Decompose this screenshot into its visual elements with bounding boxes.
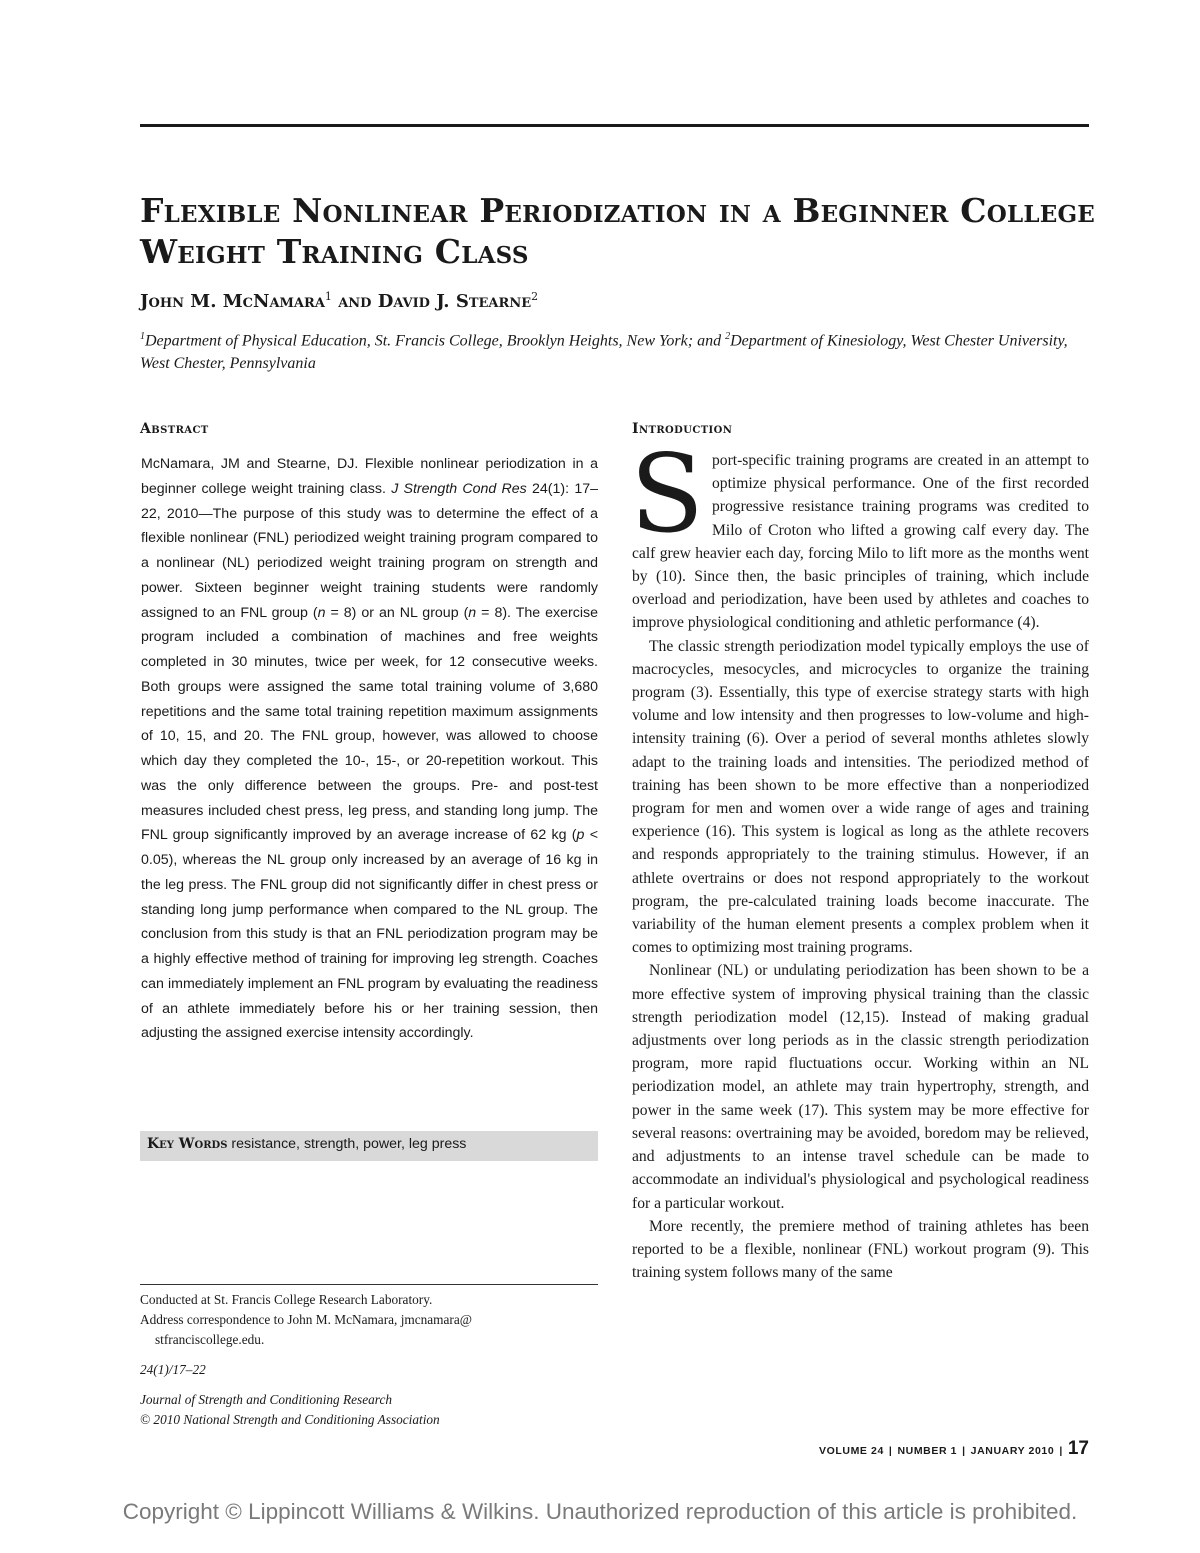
footer-number: NUMBER 1 — [897, 1445, 958, 1457]
affiliations — [140, 325, 1100, 375]
keywords-label: Key Words — [147, 1136, 228, 1152]
abstract-n-val-1: = 8) or an NL group ( — [325, 604, 469, 621]
copyright-notice: Copyright © Lippincott Williams & Wilkins. Unauthorized reproduction of this article is prohibited. — [122, 1499, 1078, 1524]
abstract-n-val-2: = 8). — [476, 604, 516, 621]
abstract-text-3: whereas the NL group only increased by an average of 16 kg in the leg press. The FNL group did not significantly differ in chest press or standing long jump performance when compared to the NL group. The conclusion from this study is that an FNL periodization program may be a highly effective method of training for improving leg strength. Coaches can immediately implement an FNL program by evaluating the readiness of an athlete immediately before his or her training session, then adjusting the assigned exercise intensity accordingly. — [141, 852, 598, 1042]
footnote-journal: Journal of Strength and Conditioning Research — [140, 1392, 393, 1407]
drop-cap: S — [630, 432, 704, 557]
footer-volume: VOLUME 24 — [819, 1445, 884, 1457]
footnotes — [140, 1290, 598, 1430]
introduction-heading: Introduction — [632, 421, 733, 437]
footnote-copyright: © 2010 National Strength and Conditioning Association — [140, 1412, 440, 1427]
abstract-text-1: The purpose of this study was to determine the effect of a flexible nonlinear (FNL) periodized weight training program compared to a nonlinear (NL) periodized weight training program on strength and power. Sixteen beginner weight training students were randomly assigned to an FNL group ( — [141, 505, 598, 621]
intro-paragraph-3: Nonlinear (NL) or undulating periodization has been shown to be a more effective system of improving physical training than the classic strength periodization model (12,15). Instead of making gradual adjustments over long periods as in the classic strength periodization program, more rapid fluctuations occur. Working within an NL periodization model, an athlete may train hypertrophy, strength, and power in the same week (17). This system may be more effective for several reasons: overtraining may be avoided, boredom may be relieved, and adjustments to an intense travel schedule can be made to accommodate an individual's physiological and psychological readiness for a particular workout. — [632, 962, 1089, 1212]
intro-paragraph-1 — [630, 432, 1089, 635]
introduction-body — [630, 432, 1089, 1284]
article-title: Flexible Nonlinear Periodization in a Beginner College Weight Training Class — [140, 191, 1096, 271]
abstract-n-var-2: n — [468, 604, 477, 621]
keywords-box — [140, 1131, 598, 1161]
footer-separator: | — [888, 1445, 893, 1457]
header-rule — [140, 124, 1089, 127]
abstract-n-var-1: n — [317, 604, 326, 621]
abstract-p-val: < 0.05), — [141, 827, 598, 868]
affil-mark-2: 2 — [725, 331, 731, 342]
author-1: John M. McNamara — [140, 291, 325, 312]
footnote-address: Address correspondence to John M. McNamara, jmcnamara@ — [140, 1312, 473, 1327]
footer-date: JANUARY 2010 — [970, 1445, 1055, 1457]
keywords-text: resistance, strength, power, leg press — [227, 1136, 467, 1152]
abstract-journal: J Strength Cond Res — [391, 480, 527, 497]
footer-separator: | — [962, 1445, 966, 1457]
abstract-citation: McNamara, JM and Stearne, DJ. Flexible nonlinear periodization in a beginner college weight training class. — [141, 456, 598, 497]
page-number: 17 — [1067, 1438, 1089, 1459]
affil-2-text: Department of Kinesiology, West Chester University, West Chester, Pennsylvania — [140, 332, 1068, 373]
author-2: David J. Stearne — [377, 291, 532, 312]
abstract-p-var: p — [576, 827, 585, 844]
page-footer — [819, 1438, 1089, 1460]
affil-1-text: Department of Physical Education, St. Francis College, Brooklyn Heights, New York; and — [145, 332, 726, 350]
author-conjunction: and — [338, 291, 372, 312]
footnote-lab: Conducted at St. Francis College Research Laboratory. — [140, 1292, 433, 1307]
author-2-affil-mark: 2 — [531, 290, 539, 303]
footnote-rule — [140, 1284, 598, 1285]
footnote-issue: 24(1)/17–22 — [140, 1362, 206, 1377]
intro-paragraph-2: The classic strength periodization model typically employs the use of macrocycles, mesocycles, and microcycles to organize the training program (3). Essentially, this type of exercise strategy starts with high volume and low intensity and then progresses to low-volume and high-intensity training (6). Over a period of several months athletes slowly adapt to the training loads and intensities. The periodized method of training has been shown to be more effective than a nonperiodized program for men and women over a wide range of ages and training experience (16). This system is logical as long as the athlete recovers and responds appropriately to the training stimulus. However, if an athlete overtrains or does not respond appropriately to the workout program, the pre-calculated training loads become inaccurate. The variability of the human element presents a complex problem when it comes to optimizing most training programs. — [632, 637, 1089, 957]
abstract-body — [141, 452, 598, 1046]
author-line — [140, 290, 538, 312]
abstract-volume: 24(1): 17–22, 2010— — [141, 480, 598, 522]
footer-separator: | — [1059, 1445, 1063, 1457]
intro-paragraph-1-text: port-specific training programs are created in an attempt to optimize physical performance. One of the first recorded progressive resistance training programs was credited to Milo of Croton who lifted a growing calf every day. The calf grew heavier each day, forcing Milo to lift more as the months went by (10). Since then, the basic principles of training, which include overload and periodization, have been used by athletes and coaches to improve physiological conditioning and athletic performance (4). — [632, 452, 1089, 632]
footnote-email: stfranciscollege.edu. — [155, 1332, 265, 1347]
affil-mark-1: 1 — [140, 331, 145, 342]
abstract-heading: Abstract — [140, 421, 209, 437]
intro-paragraph-4: More recently, the premiere method of training athletes has been reported to be a flexible, nonlinear (FNL) workout program (9). This training system follows many of the same — [632, 1217, 1089, 1282]
abstract-text-2: The exercise program included a combination of machines and free weights completed in 30 minutes, twice per week, for 12 consecutive weeks. Both groups were assigned the same total training volume of 3,680 repetitions and the same total training repetition maximum assignments of 10, 15, and 20. The FNL group, however, was allowed to choose which day they completed the 10-, 15-, or 20-repetition workout. This was the only difference between the groups. Pre- and post-test measures included chest press, leg press, and standing long jump. The FNL group significantly improved by an average increase of 62 kg ( — [141, 604, 598, 844]
author-1-affil-mark: 1 — [324, 290, 332, 303]
